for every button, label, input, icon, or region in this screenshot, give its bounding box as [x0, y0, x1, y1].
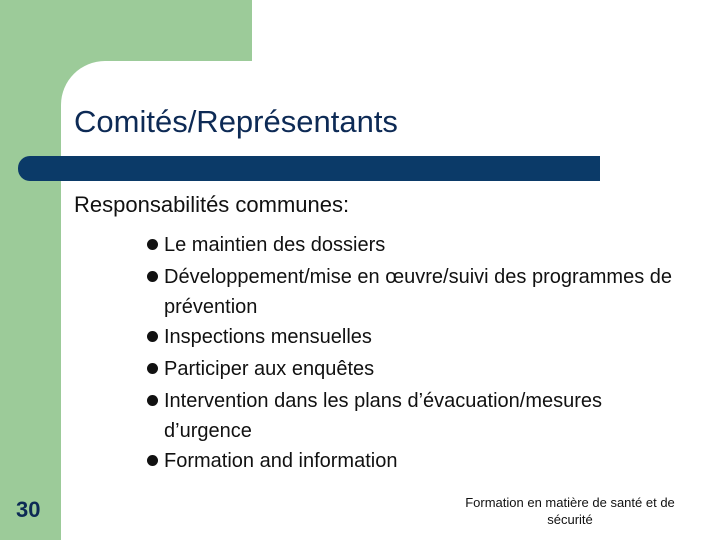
list-item	[145, 353, 685, 385]
list-item	[145, 385, 685, 445]
bullet-text: Participer aux enquêtes	[164, 358, 375, 380]
list-item	[145, 445, 685, 477]
bullet-text: Développement/mise en œuvre/suivi des programmes de prévention	[164, 266, 672, 318]
bullet-dot-icon	[147, 331, 158, 342]
list-item	[145, 229, 685, 261]
slide-footer: Formation en matière de santé et de sécurité	[465, 495, 675, 527]
slide-title: Comités/Représentants	[74, 104, 398, 139]
bullet-text: Inspections mensuelles	[164, 326, 372, 348]
title-underline-bar	[18, 156, 600, 181]
bullet-text: Formation and information	[164, 450, 398, 472]
slide-number: 30	[16, 497, 41, 522]
bullet-dot-icon	[147, 395, 158, 406]
bullet-list	[145, 229, 685, 477]
bullet-text: Le maintien des dossiers	[164, 234, 386, 256]
bullet-dot-icon	[147, 271, 158, 282]
list-item	[145, 321, 685, 353]
list-item	[145, 261, 685, 321]
bullet-text: Intervention dans les plans d’évacuation/mesures d’urgence	[164, 390, 603, 442]
bullet-dot-icon	[147, 239, 158, 250]
slide-subtitle: Responsabilités communes:	[74, 192, 350, 217]
bullet-dot-icon	[147, 455, 158, 466]
bullet-dot-icon	[147, 363, 158, 374]
